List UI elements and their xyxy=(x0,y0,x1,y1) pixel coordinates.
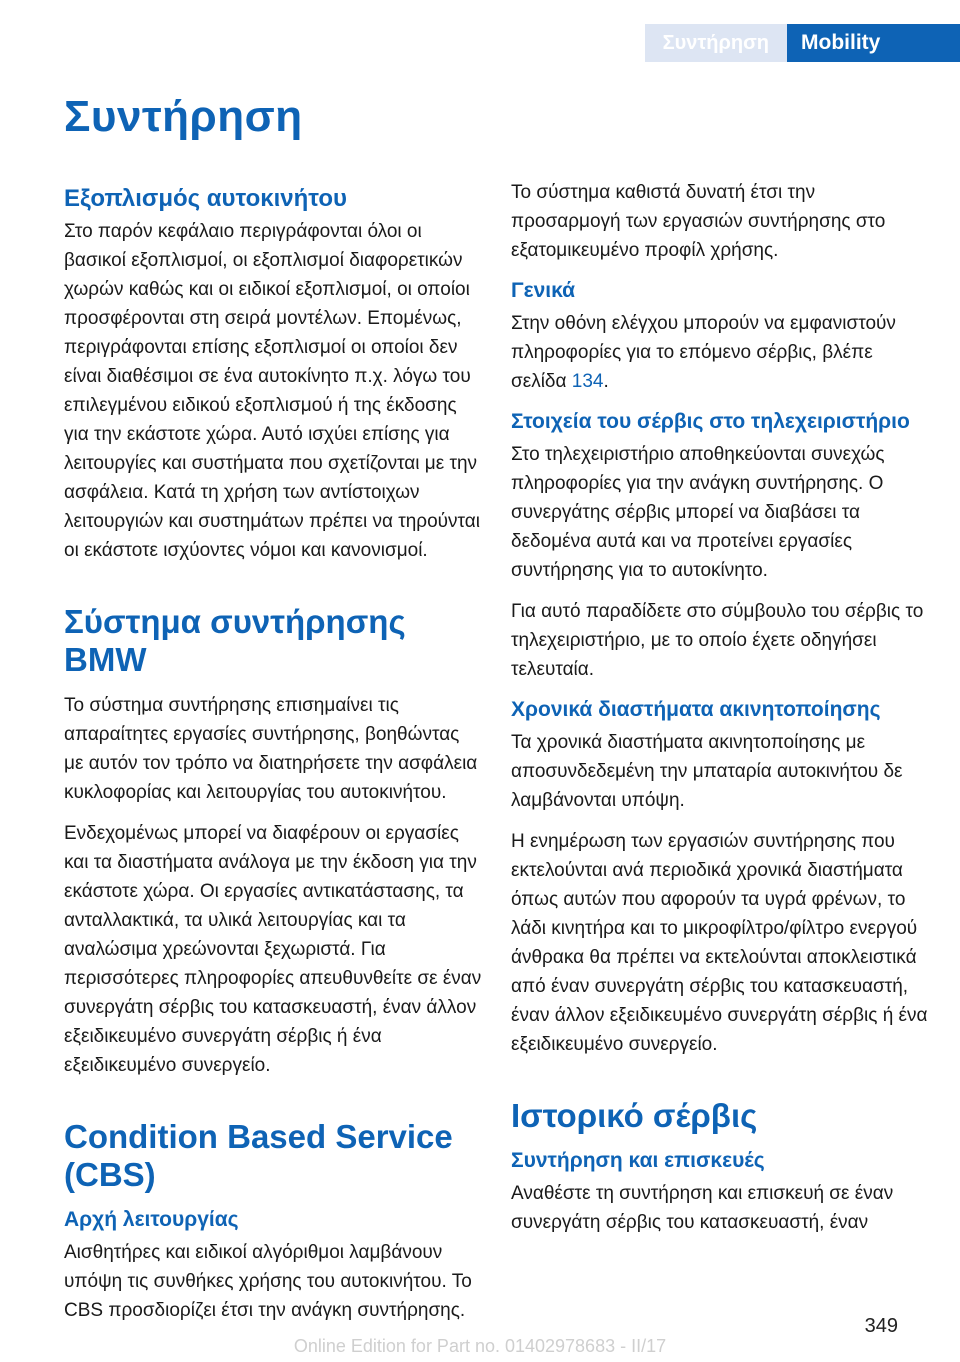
heading-condition-based-service: Condition Based Service (CBS) xyxy=(64,1118,453,1193)
heading-service-data-in-key: Στοιχεία του σέρβις στο τηλεχειριστήριο xyxy=(511,410,910,433)
header-section-tab[interactable]: Συντήρηση xyxy=(645,24,787,62)
page-reference-link[interactable]: 134 xyxy=(571,371,604,392)
heading-bmw-maintenance-system: Σύστημα συντήρησης BMW xyxy=(64,603,406,678)
general-text-end: . xyxy=(603,371,609,392)
paragraph-cbs-intro: Το σύστημα καθιστά δυνατή έτσι την προσαρμογή των εργασιών συντήρησης στο εξατομικευμένο προφίλ χρήσης. xyxy=(511,182,886,261)
heading-service-history: Ιστορικό σέρβις xyxy=(511,1097,758,1134)
right-column xyxy=(511,178,929,1249)
paragraph-principle: Αισθητήρες και ειδικοί αλγόριθμοι λαμβάνουν υπόψη τις συνθήκες χρήσης του αυτοκινήτου. Το CBS προσδιορίζει έτσι την ανάγκη συντήρησης. xyxy=(64,1242,472,1321)
paragraph-bmw-maintenance-2: Ενδεχομένως μπορεί να διαφέρουν οι εργασίες και τα διαστήματα ανάλογα με την έκδοση για την εκάστοτε χώρα. Οι εργασίες αντικατάστασης, τα ανταλλακτικά, τα υλικά λειτουργίας και τα αναλώσιμα χρεώνονται ξεχωριστά. Για περισσότερες πληροφορίες απευθυνθείτε σε έναν συνεργάτη σέρβις του κατασκευαστή, έναν άλλον εξειδικευμένο συνεργάτη σέρβις ή ένα εξειδικευμένο συνεργείο. xyxy=(64,823,482,1076)
paragraph-general xyxy=(511,309,929,396)
paragraph-maintenance-repairs: Αναθέστε τη συντήρηση και επισκευή σε έναν συνεργάτη σέρβις του κατασκευαστή, έναν xyxy=(511,1183,894,1233)
paragraph-idle-periods-2: Η ενημέρωση των εργασιών συντήρησης που εκτελούνται ανά περιοδικά χρονικά διαστήματα όπως αυτών που αφορούν τα υγρά φρένων, το λάδι κινητήρα και το μικροφίλτρο/φίλτρο ενεργού άνθρακα θα πρέπει να εκτελούνται αποκλειστικά από έναν συνεργάτη σέρβις του κατασκευαστή, έναν άλλον εξειδικευμένο συνεργάτη σέρβις ή ένα εξειδικευμένο συνεργείο. xyxy=(511,831,928,1055)
general-text: Στην οθόνη ελέγχου μπορούν να εμφανιστούν πληροφορίες για το επόμενο σέρβις, βλέπε σελίδα xyxy=(511,313,896,392)
footer-edition: Online Edition for Part no. 01402978683 - II/17 xyxy=(293,1336,667,1356)
left-column xyxy=(64,184,482,1337)
heading-vehicle-equipment: Εξοπλισμός αυτοκινήτου xyxy=(64,185,347,212)
paragraph-bmw-maintenance-1: Το σύστημα συντήρησης επισημαίνει τις απαραίτητες εργασίες συντήρησης, βοηθώντας με αυτόν τον τρόπο να διατηρήσετε την ασφάλεια κυκλοφορίας και λειτουργίας του αυτοκινήτου. xyxy=(64,695,478,803)
page-number: 349 xyxy=(864,1315,898,1337)
header-tabs xyxy=(645,24,960,62)
paragraph-service-data-1: Στο τηλεχειριστήριο αποθηκεύονται συνεχώς πληροφορίες για την ανάγκη συντήρησης. Ο συνεργάτης σέρβις μπορεί να διαβάσει τα δεδομένα αυτά και να προτείνει εργασίες συντήρησης για το αυτοκίνητο. xyxy=(511,444,885,581)
heading-principle: Αρχή λειτουργίας xyxy=(64,1208,239,1231)
heading-idle-periods: Χρονικά διαστήματα ακινητοποίησης xyxy=(511,698,881,721)
header-chapter-tab[interactable]: Mobility xyxy=(787,24,960,62)
heading-maintenance-repairs: Συντήρηση και επισκευές xyxy=(511,1149,765,1172)
paragraph-vehicle-equipment: Στο παρόν κεφάλαιο περιγράφονται όλοι οι βασικοί εξοπλισμοί, οι εξοπλισμοί διαφορετικών χωρών καθώς και οι ειδικοί εξοπλισμοί, οι οποίοι προσφέρονται στη σειρά μοντέλων. Επομένως, περιγράφονται επίσης εξοπλισμοί οι οποίοι δεν είναι διαθέσιμοι σε ένα αυτοκίνητο π.χ. λόγω του επιλεγμένου ειδικού εξοπλισμού ή της έκδοσης για την εκάστοτε χώρα. Αυτό ισχύει επίσης για λειτουργίες και συστήματα που σχετίζονται με την ασφάλεια. Κατά τη χρήση των αντίστοιχων λειτουργιών και συστημάτων πρέπει να τηρούνται οι εκάστοτε ισχύοντες νόμοι και κανονισμοί. xyxy=(64,221,480,561)
paragraph-idle-periods-1: Τα χρονικά διαστήματα ακινητοποίησης με αποσυνδεδεμένη την μπαταρία αυτοκινήτου δε λαμβάνονται υπόψη. xyxy=(511,732,903,811)
heading-general: Γενικά xyxy=(511,279,576,302)
page-title: Συντήρηση xyxy=(64,92,303,141)
paragraph-service-data-2: Για αυτό παραδίδετε στο σύμβουλο του σέρβις το τηλεχειριστήριο, με το οποίο έχετε οδηγήσει τελευταία. xyxy=(511,601,924,680)
